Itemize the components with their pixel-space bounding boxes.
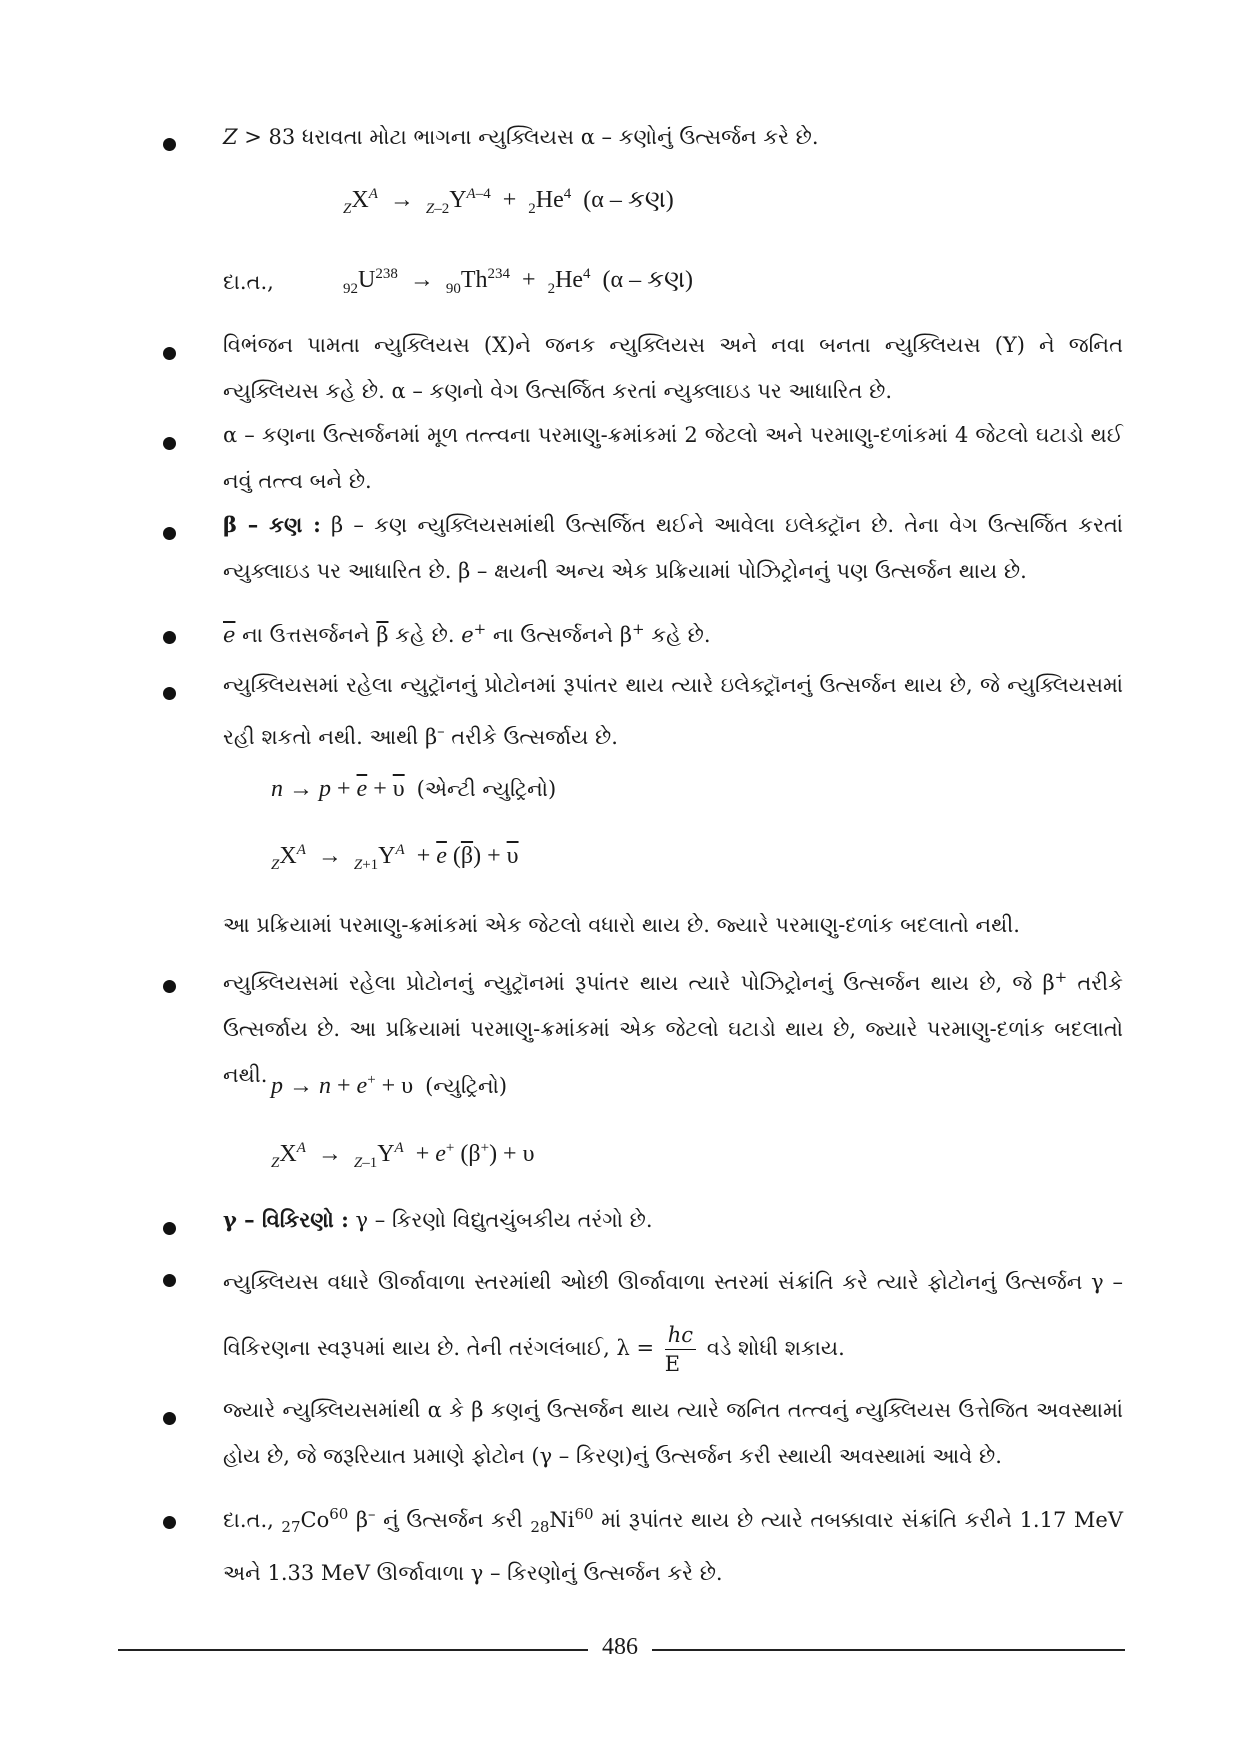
- paragraph: ન્યુક્લિયસ વધારે ઊર્જાવાળા સ્તરમાંથી ઓછી ઊર્જાવાળા સ્તરમાં સંક્રાંતિ કરે ત્યારે ફોટોનનું ઉત્સર્જન γ – વિકિરણના સ્વરૂપમાં થાય છે. તેની તરંગલંબાઈ, λ = $\frac{hc}{E}$ વડે શોધી શકાય.: [223, 1270, 1123, 1376]
- bullet: [163, 1222, 176, 1235]
- equation-uranium: $_{92}U^{238} \to _{90}Th^{234} + _2He^4$ (α – કણ): [343, 266, 693, 297]
- wavelength-fraction: $\frac{hc}{E}$: [665, 1321, 696, 1378]
- paragraph: ન્યુક્લિયસમાં રહેલા પ્રોટોનનું ન્યુટ્રૉનમાં રૂપાંતર થાય ત્યારે પોઝિટ્રોનનું ઉત્સર્જન થાય છે, જે β+ તરીકે ઉત્સર્જાય છે. આ પ્રક્રિયામાં પરમાણુ-ક્રમાંકમાં એક જેટલો ઘટાડો થાય છે, જ્યારે પરમાણુ-દળાંક બદલાતો નથી.: [223, 968, 1123, 1087]
- gamma-heading: γ – વિકિરણો :: [223, 1207, 349, 1232]
- equation-beta-plus-particle: p → n + e+ + υ (ન્યુટ્રિનો): [271, 1072, 508, 1099]
- bullet: [163, 1412, 176, 1425]
- bullet: [163, 347, 176, 360]
- bullet: [163, 631, 176, 644]
- neutrino-label: (ન્યુટ્રિનો): [425, 1074, 508, 1098]
- lambda-tail: વડે શોધી શકાય.: [706, 1336, 845, 1360]
- paragraph: α – કણના ઉત્સર્જનમાં મૂળ તત્ત્વના પરમાણુ-ક્રમાંકમાં 2 જેટલો અને પરમાણુ-દળાંકમાં 4 જેટલો ઘટાડો થઈ નવું તત્ત્વ બને છે.: [223, 423, 1123, 493]
- paragraph: Z > 83 ધરાવતા મોટા ભાગના ન્યુક્લિયસ α – કણોનું ઉત્સર્જન કરે છે.: [223, 125, 819, 149]
- page-number: 486: [602, 1634, 638, 1660]
- equation-beta-minus-general: $_ZX^A \to _{Z+1}Y^A + \overline{e}$ $(\overline{\beta}) + \overline{\upsilon}$: [271, 842, 519, 873]
- bullet: [163, 138, 176, 151]
- example-label: દા.ત.,: [223, 1508, 274, 1532]
- equation-beta-plus-general: $_ZX^A \to _{Z-1}Y^A + e^+$ (β+) + υ: [271, 1140, 535, 1171]
- alpha-particle-label: (α – કણ): [583, 187, 674, 213]
- bullet: [163, 1516, 176, 1529]
- paragraph: β – કણ : β – કણ ન્યુક્લિયસમાંથી ઉત્સર્જિત થઈને આવેલા ઇલેક્ટ્રૉન છે. તેના વેગ ઉત્સર્જિત કરતાં ન્યુક્લાઇડ પર આધારિત છે. β – ક્ષયની અન્ય એક પ્રક્રિયામાં પોઝિટ્રોનનું પણ ઉત્સર્જન થાય છે.: [223, 512, 1123, 583]
- bullet: [163, 527, 176, 540]
- bullet: [163, 687, 176, 700]
- paragraph: દા.ત., $_{27}Co^{60}$ β– નું ઉત્સર્જન કરી $_{28}Ni^{60}$ માં રૂપાંતર થાય છે ત્યારે તબક્કાવાર સંક્રાંતિ કરીને 1.17 MeV અને 1.33 MeV ઊર્જાવાળા γ – કિરણોનું ઉત્સર્જન કરે છે.: [223, 1505, 1123, 1586]
- paragraph: આ પ્રક્રિયામાં પરમાણુ-ક્રમાંકમાં એક જેટલો વધારો થાય છે. જ્યારે પરમાણુ-દળાંક બદલાતો નથી.: [223, 913, 1020, 937]
- example-label: દા.ત.,: [223, 270, 274, 294]
- equation-beta-minus-particle: $n \to p + \overline{e} + \overline{\upsilon}$ (એન્ટી ન્યુટ્રિનો): [271, 776, 557, 802]
- footer-rule-right: [652, 1649, 1125, 1651]
- paragraph: γ – વિકિરણો : γ – કિરણો વિદ્યુતચુંબકીય તરંગો છે.: [223, 1207, 653, 1232]
- paragraph: $\overline{e}$ ના ઉત્તસર્જનને $\overline{\beta}$ કહે છે. e+ ના ઉત્સર્જનને β+ કહે છે.: [223, 620, 711, 647]
- antineutrino-label: (એન્ટી ન્યુટ્રિનો): [416, 777, 557, 801]
- beta-heading: β – કણ :: [223, 512, 321, 537]
- bullet: [163, 980, 176, 993]
- paragraph: જ્યારે ન્યુક્લિયસમાંથી α કે β કણનું ઉત્સર્જન થાય ત્યારે જનિત તત્ત્વનું ન્યુક્લિયસ ઉત્તેજિત અવસ્થામાં હોય છે, જે જરૂરિયાત પ્રમાણે ફોટોન (γ – કિરણ)નું ઉત્સર્જન કરી સ્થાયી અવસ્થામાં આવે છે.: [223, 1398, 1123, 1468]
- paragraph: ન્યુક્લિયસમાં રહેલા ન્યુટ્રૉનનું પ્રોટોનમાં રૂપાંતર થાય ત્યારે ઇલેક્ટ્રૉનનું ઉત્સર્જન થાય છે, જે ન્યુક્લિયસમાં રહી શકતો નથી. આથી β– તરીકે ઉત્સર્જાય છે.: [223, 673, 1123, 749]
- bullet: [163, 437, 176, 450]
- equation-alpha-general: $_ZX^A \to _{Z-2}Y^{A-4} + _2He^4$ (α – કણ): [343, 186, 674, 217]
- paragraph: વિભંજન પામતા ન્યુક્લિયસ (X)ને જનક ન્યુક્લિયસ અને નવા બનતા ન્યુક્લિયસ (Y) ને જનિત ન્યુક્લિયસ કહે છે. α – કણનો વેગ ઉત્સર્જિત કરતાં ન્યુક્લાઇડ પર આધારિત છે.: [223, 333, 1123, 403]
- bullet: [163, 1274, 176, 1287]
- footer-rule-left: [118, 1649, 588, 1651]
